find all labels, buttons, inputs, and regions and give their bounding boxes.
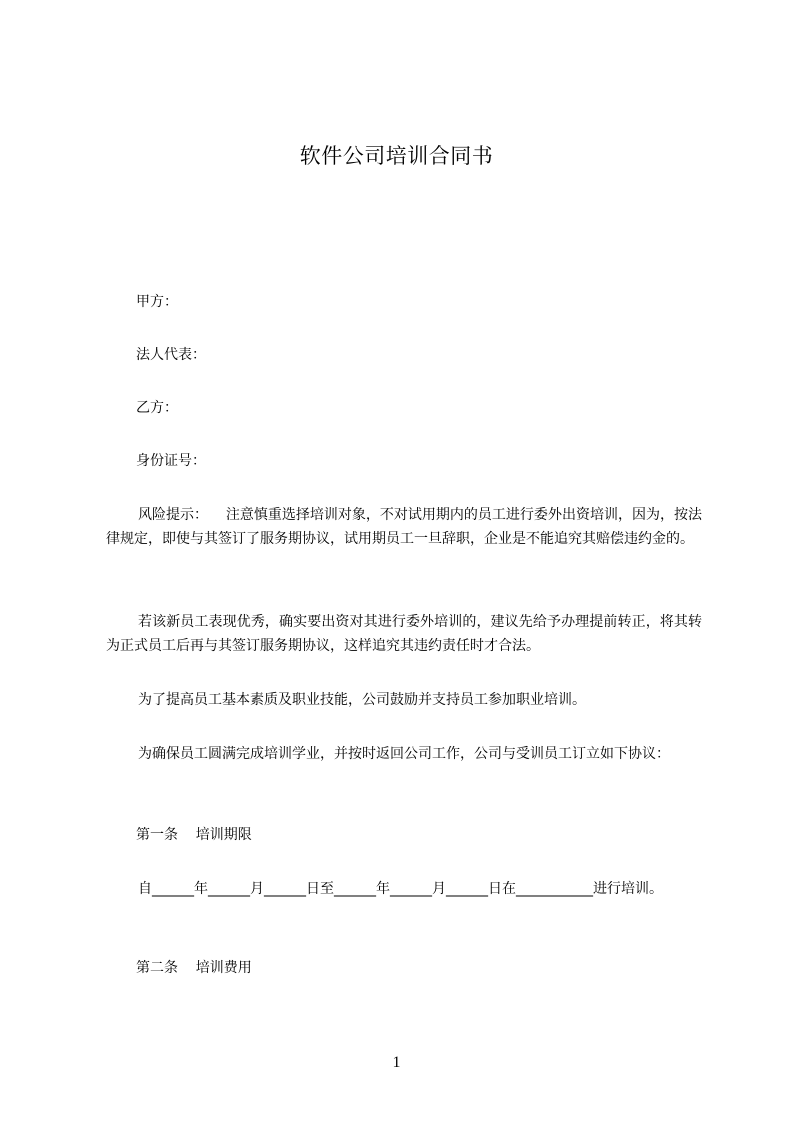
risk-warning-paragraph: 风险提示： 注意慎重选择培训对象，不对试用期内的员工进行委外出资培训，因为，按法律规定，即使与其签订了服务期协议，试用期员工一旦辞职，企业是不能追究其赔偿违约金的。 [106,507,702,547]
training-period-text: 自______年______月______日至______年______月______日在___________进行培训。 [138,881,663,897]
early-regularization-paragraph: 若该新员工表现优秀，确实要出资对其进行委外培训的，建议先给予办理提前转正，将其转为正式员工后再与其签订服务期协议，这样追究其违约责任时才合法。 [106,614,702,654]
legal-representative-label: 法人代表： [136,347,206,363]
article-2-heading: 第二条 培训费用 [136,960,252,976]
agreement-intro-paragraph: 为确保员工圆满完成培训学业，并按时返回公司工作，公司与受训员工订立如下协议： [138,746,670,762]
id-number-label: 身份证号： [136,453,206,469]
page-number: 1 [392,1054,401,1071]
article-1-heading: 第一条 培训期限 [136,827,252,843]
document-title: 软件公司培训合同书 [299,144,494,168]
party-a-label: 甲方： [136,294,178,310]
training-support-paragraph: 为了提高员工基本素质及职业技能，公司鼓励并支持员工参加职业培训。 [138,692,586,708]
party-b-label: 乙方： [136,400,178,416]
